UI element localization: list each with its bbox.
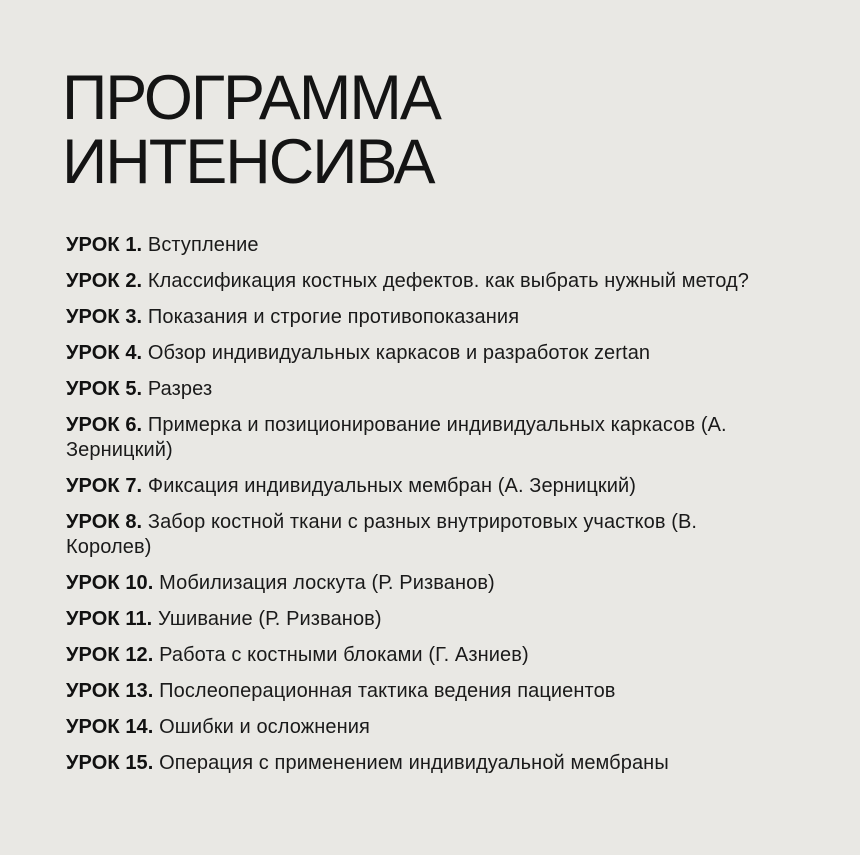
lesson-title: Мобилизация лоскута (Р. Ризванов) [159,572,495,594]
lesson-number: УРОК 3. [66,306,143,328]
page-title [62,63,440,197]
lesson-title: Классификация костных дефектов. как выбрать нужный метод? [147,270,749,292]
lesson-list [66,233,786,787]
lesson-title: Забор костной ткани с разных внутриротовых участков (В. Королев) [66,511,698,558]
lesson-number: УРОК 13. [66,680,154,702]
lesson-number: УРОК 2. [66,270,143,292]
lesson-item [66,715,786,740]
lesson-title: Послеоперационная тактика ведения пациентов [159,680,616,702]
lesson-number: УРОК 7. [66,475,143,497]
lesson-title: Разрез [147,378,213,400]
lesson-number: УРОК 15. [66,752,154,774]
lesson-item [66,607,786,632]
lesson-item [66,751,786,776]
lesson-item [66,643,786,668]
lesson-number: УРОК 6. [66,414,143,436]
lesson-title: Обзор индивидуальных каркасов и разработок zertan [147,342,651,364]
lesson-title: Ошибки и осложнения [159,716,370,738]
lesson-item [66,510,786,560]
title-line-1: ПРОГРАММА [62,63,440,133]
lesson-item [66,377,786,402]
lesson-number: УРОК 8. [66,511,143,533]
lesson-number: УРОК 14. [66,716,154,738]
lesson-title: Фиксация индивидуальных мембран (А. Зерницкий) [147,475,637,497]
lesson-title: Операция с применением индивидуальной мембраны [159,752,669,774]
lesson-item [66,474,786,499]
lesson-number: УРОК 10. [66,572,154,594]
lesson-item [66,413,786,463]
lesson-item [66,571,786,596]
lesson-item [66,305,786,330]
lesson-item [66,679,786,704]
lesson-number: УРОК 11. [66,608,153,630]
lesson-number: УРОК 1. [66,234,143,256]
lesson-title: Примерка и позиционирование индивидуальных каркасов (А. Зерницкий) [66,414,727,461]
title-line-2: ИНТЕНСИВА [62,127,434,197]
lesson-number: УРОК 5. [66,378,143,400]
lesson-title: Показания и строгие противопоказания [147,306,520,328]
lesson-number: УРОК 4. [66,342,143,364]
lesson-title: Вступление [147,234,259,256]
lesson-item [66,233,786,258]
lesson-title: Ушивание (Р. Ризванов) [158,608,382,630]
lesson-number: УРОК 12. [66,644,154,666]
lesson-item [66,269,786,294]
lesson-title: Работа с костными блоками (Г. Азниев) [159,644,529,666]
lesson-item [66,341,786,366]
